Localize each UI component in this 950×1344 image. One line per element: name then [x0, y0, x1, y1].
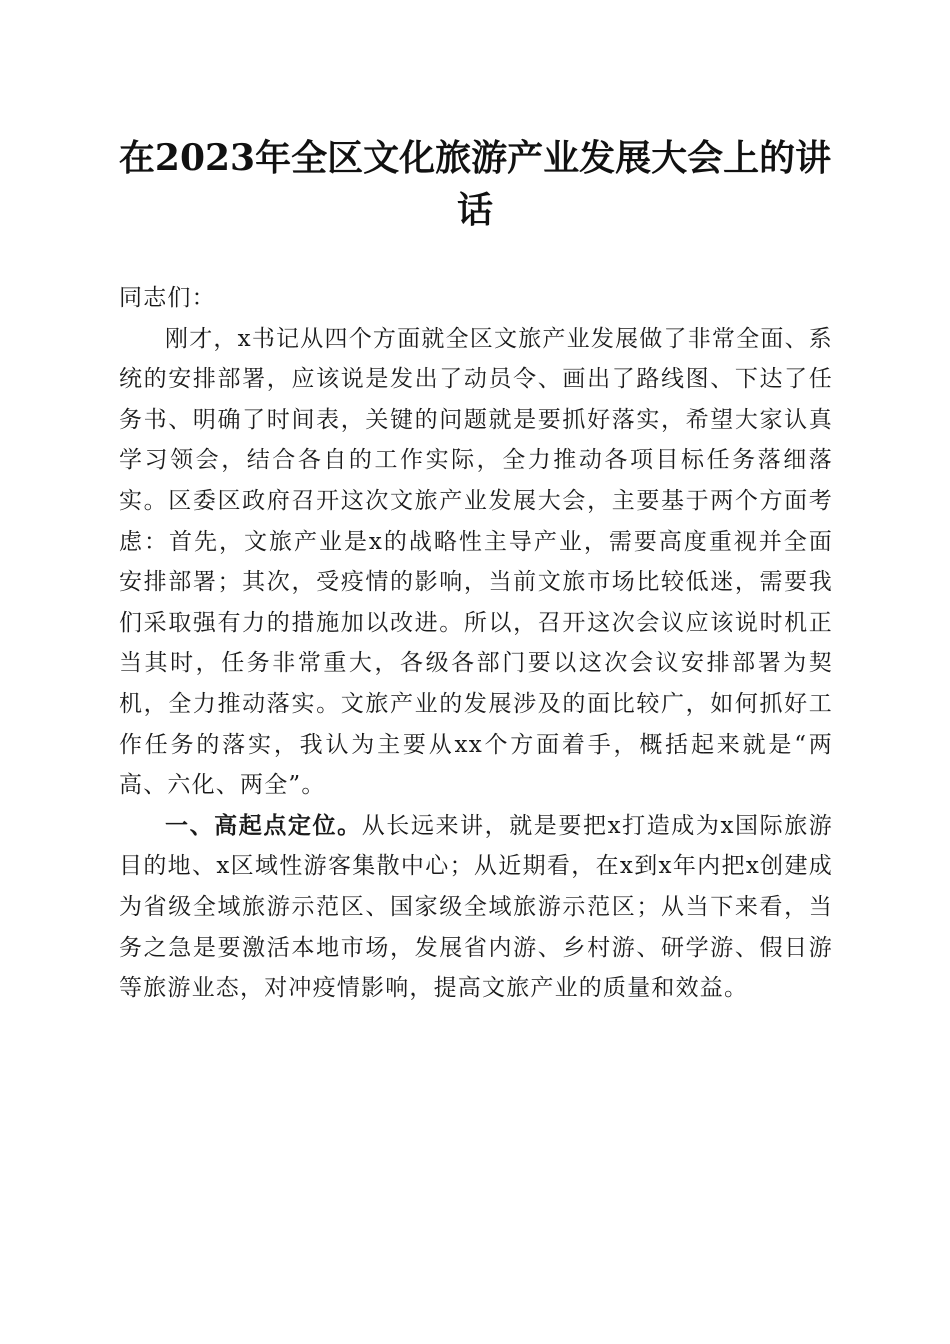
section-1-text: 从长远来讲，就是要把x打造成为x国际旅游目的地、x区域性游客集散中心；从近期看，在x到x年内把x创建成为省级全域旅游示范区、国家级全域旅游示范区；从当下来看，当务之急是要激活本地市场，发展省内游、乡村游、研学游、假日游等旅游业态，对冲疫情影响，提高文旅产业的质量和效益。 [119, 812, 833, 1002]
paragraph-section-1 [119, 806, 833, 1009]
document-title: 在2023年全区文化旅游产业发展大会上的讲话 [118, 137, 832, 231]
paragraph-intro: 刚才，x书记从四个方面就全区文旅产业发展做了非常全面、系统的安排部署，应该说是发出了动员令、画出了路线图、下达了任务书、明确了时间表，关键的问题就是要抓好落实，希望大家认真学习领会，结合各自的工作实际，全力推动各项目标任务落细落实。区委区政府召开这次文旅产业发展大会，主要基于两个方面考虑：首先，文旅产业是x的战略性主导产业，需要高度重视并全面安排部署；其次，受疫情的影响，当前文旅市场比较低迷，需要我们采取强有力的措施加以改进。所以，召开这次会议应该说时机正当其时，任务非常重大，各级各部门要以这次会议安排部署为契机，全力推动落实。文旅产业的发展涉及的面比较广，如何抓好工作任务的落实，我认为主要从xx个方面着手，概括起来就是“两高、六化、两全”。 [119, 325, 833, 799]
section-1-heading: 一、高起点定位。 [165, 811, 362, 839]
document-body [119, 278, 833, 1009]
salutation: 同志们： [119, 285, 216, 311]
